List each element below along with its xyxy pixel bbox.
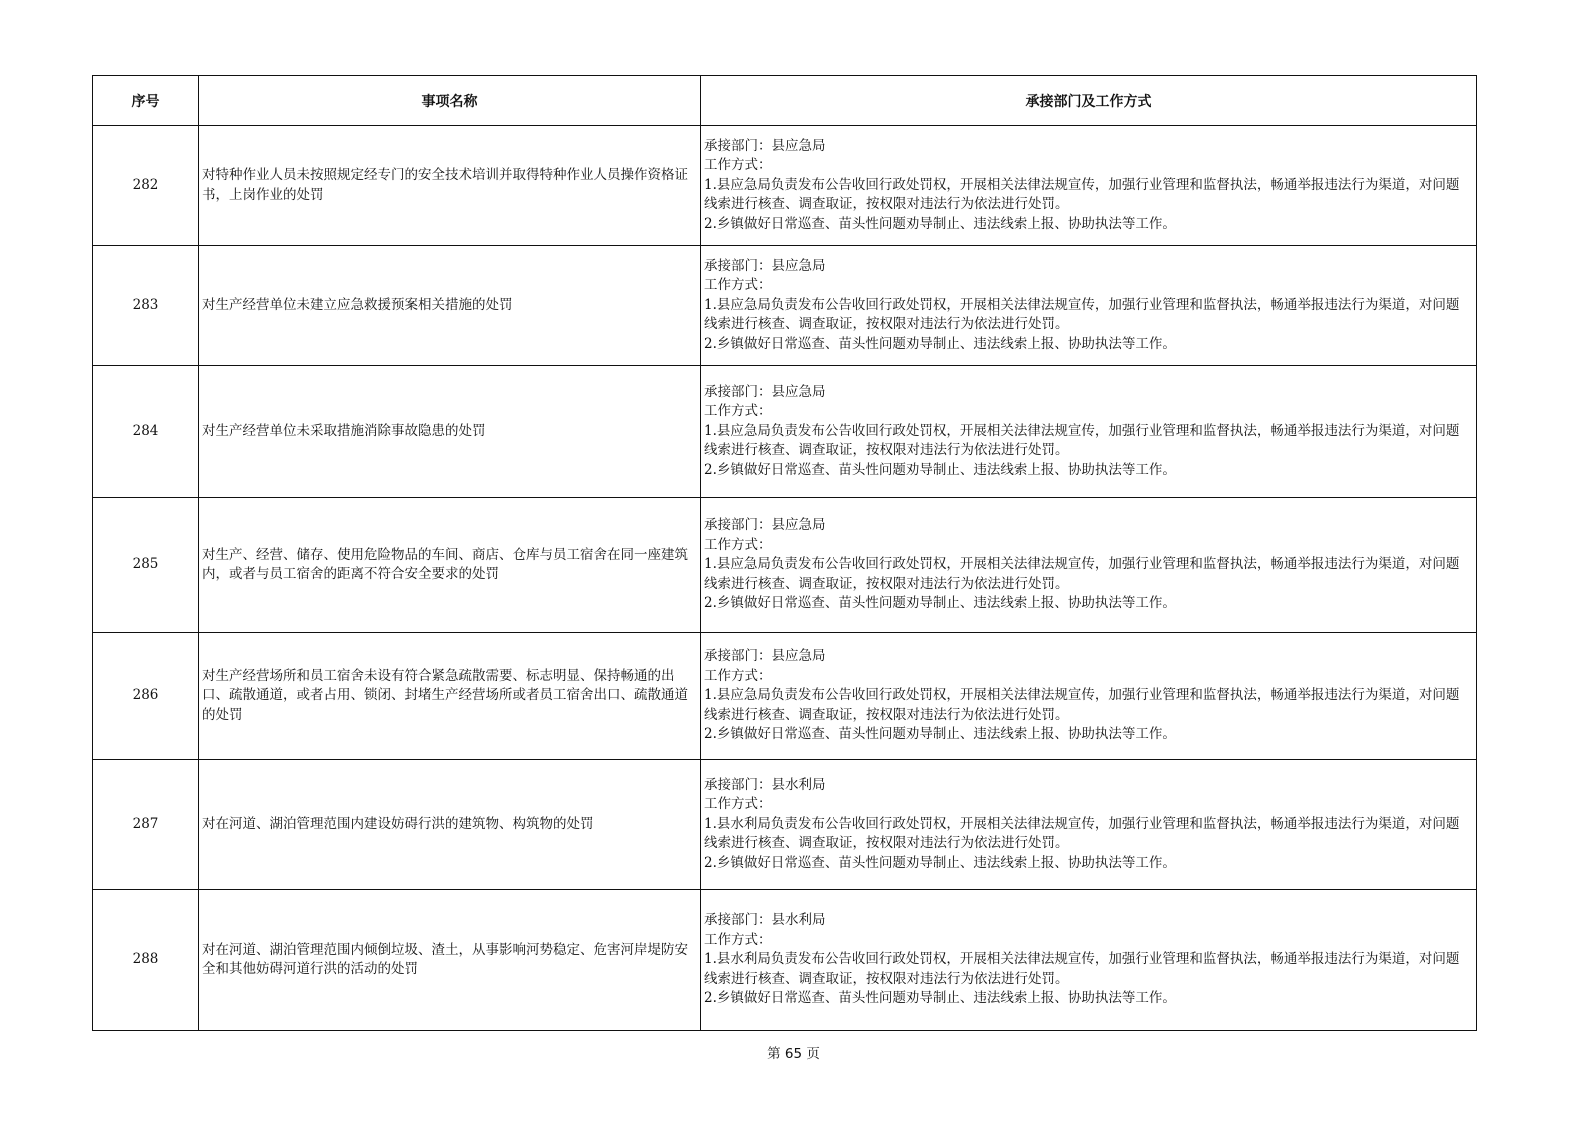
method-item-1: 1.县应急局负责发布公告收回行政处罚权，开展相关法律法规宣传，加强行业管理和监督执法，畅通举报违法行为渠道，对问题线索进行核查、调查取证，按权限对违法行为依法进行处罚。	[704, 296, 1460, 333]
table-row	[93, 366, 1477, 498]
method-item-1: 1.县应急局负责发布公告收回行政处罚权，开展相关法律法规宣传，加强行业管理和监督执法，畅通举报违法行为渠道，对问题线索进行核查、调查取证，按权限对违法行为依法进行处罚。	[704, 422, 1460, 459]
matters-table-container	[92, 75, 1476, 1031]
table-row	[93, 126, 1477, 246]
method-label: 工作方式：	[704, 536, 772, 553]
dept-line: 承接部门：县水利局	[704, 776, 826, 793]
method-item-1: 1.县应急局负责发布公告收回行政处罚权，开展相关法律法规宣传，加强行业管理和监督执法，畅通举报违法行为渠道，对问题线索进行核查、调查取证，按权限对违法行为依法进行处罚。	[704, 687, 1460, 723]
row-dept	[701, 366, 1477, 498]
row-dept	[701, 760, 1477, 890]
row-name: 对生产、经营、储存、使用危险物品的车间、商店、仓库与员工宿舍在同一座建筑内，或者与员工宿舍的距离不符合安全要求的处罚	[199, 498, 701, 633]
row-seq: 284	[93, 366, 199, 498]
method-label: 工作方式：	[704, 931, 772, 948]
header-name: 事项名称	[199, 76, 701, 126]
dept-line: 承接部门：县应急局	[704, 648, 826, 665]
method-item-1: 1.县应急局负责发布公告收回行政处罚权，开展相关法律法规宣传，加强行业管理和监督执法，畅通举报违法行为渠道，对问题线索进行核查、调查取证，按权限对违法行为依法进行处罚。	[704, 176, 1460, 213]
table-row	[93, 498, 1477, 633]
row-dept	[701, 890, 1477, 1031]
row-name: 对特种作业人员未按照规定经专门的安全技术培训并取得特种作业人员操作资格证书，上岗作业的处罚	[199, 126, 701, 246]
table-header-row	[93, 76, 1477, 126]
method-item-2: 2.乡镇做好日常巡查、苗头性问题劝导制止、违法线索上报、协助执法等工作。	[704, 215, 1176, 232]
row-seq: 288	[93, 890, 199, 1031]
dept-line: 承接部门：县应急局	[704, 383, 826, 400]
row-seq: 282	[93, 126, 199, 246]
matters-table	[92, 75, 1477, 1031]
header-seq: 序号	[93, 76, 199, 126]
row-dept	[701, 633, 1477, 760]
method-label: 工作方式：	[704, 667, 772, 684]
dept-line: 承接部门：县应急局	[704, 517, 826, 534]
method-label: 工作方式：	[704, 796, 772, 813]
row-name: 对生产经营场所和员工宿舍未设有符合紧急疏散需要、标志明显、保持畅通的出口、疏散通道，或者占用、锁闭、封堵生产经营场所或者员工宿舍出口、疏散通道的处罚	[199, 633, 701, 760]
header-dept: 承接部门及工作方式	[701, 76, 1477, 126]
row-dept	[701, 498, 1477, 633]
method-item-1: 1.县应急局负责发布公告收回行政处罚权，开展相关法律法规宣传，加强行业管理和监督执法，畅通举报违法行为渠道，对问题线索进行核查、调查取证，按权限对违法行为依法进行处罚。	[704, 556, 1460, 592]
row-name: 对生产经营单位未采取措施消除事故隐患的处罚	[199, 366, 701, 498]
row-name: 对生产经营单位未建立应急救援预案相关措施的处罚	[199, 246, 701, 366]
table-row	[93, 890, 1477, 1031]
method-item-2: 2.乡镇做好日常巡查、苗头性问题劝导制止、违法线索上报、协助执法等工作。	[704, 595, 1176, 612]
row-name: 对在河道、湖泊管理范围内建设妨碍行洪的建筑物、构筑物的处罚	[199, 760, 701, 890]
method-item-1: 1.县水利局负责发布公告收回行政处罚权，开展相关法律法规宣传，加强行业管理和监督执法，畅通举报违法行为渠道，对问题线索进行核查、调查取证，按权限对违法行为依法进行处罚。	[704, 815, 1460, 852]
row-seq: 287	[93, 760, 199, 890]
method-label: 工作方式：	[704, 277, 772, 294]
table-row	[93, 760, 1477, 890]
method-item-2: 2.乡镇做好日常巡查、苗头性问题劝导制止、违法线索上报、协助执法等工作。	[704, 335, 1176, 352]
row-name: 对在河道、湖泊管理范围内倾倒垃圾、渣土，从事影响河势稳定、危害河岸堤防安全和其他妨碍河道行洪的活动的处罚	[199, 890, 701, 1031]
dept-line: 承接部门：县应急局	[704, 257, 826, 274]
table-row	[93, 633, 1477, 760]
method-label: 工作方式：	[704, 403, 772, 420]
row-dept	[701, 126, 1477, 246]
row-seq: 285	[93, 498, 199, 633]
method-item-1: 1.县水利局负责发布公告收回行政处罚权，开展相关法律法规宣传，加强行业管理和监督执法，畅通举报违法行为渠道，对问题线索进行核查、调查取证，按权限对违法行为依法进行处罚。	[704, 951, 1460, 987]
dept-line: 承接部门：县应急局	[704, 137, 826, 154]
row-seq: 283	[93, 246, 199, 366]
table-row	[93, 246, 1477, 366]
dept-line: 承接部门：县水利局	[704, 912, 826, 929]
method-item-2: 2.乡镇做好日常巡查、苗头性问题劝导制止、违法线索上报、协助执法等工作。	[704, 726, 1176, 743]
row-dept	[701, 246, 1477, 366]
method-label: 工作方式：	[704, 157, 772, 174]
method-item-2: 2.乡镇做好日常巡查、苗头性问题劝导制止、违法线索上报、协助执法等工作。	[704, 854, 1176, 871]
row-seq: 286	[93, 633, 199, 760]
method-item-2: 2.乡镇做好日常巡查、苗头性问题劝导制止、违法线索上报、协助执法等工作。	[704, 990, 1176, 1007]
page-number: 第 65 页	[767, 1046, 820, 1062]
method-item-2: 2.乡镇做好日常巡查、苗头性问题劝导制止、违法线索上报、协助执法等工作。	[704, 461, 1176, 478]
